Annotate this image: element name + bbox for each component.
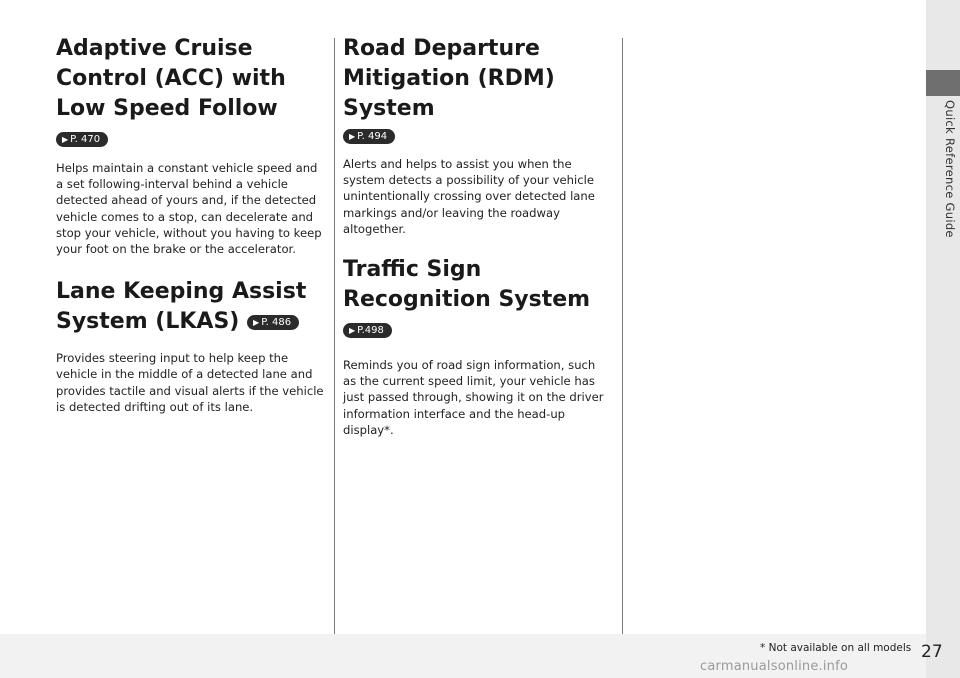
- section-title-text: Lane Keeping Assist System (LKAS): [56, 279, 307, 335]
- page-ref-text: P. 494: [357, 131, 388, 142]
- section-tsr: [343, 255, 611, 438]
- triangle-right-icon: ▶: [62, 135, 69, 144]
- page-ref-link[interactable]: [343, 323, 392, 338]
- column-divider: [334, 38, 335, 634]
- section-title: [56, 34, 326, 154]
- section-body: Helps maintain a constant vehicle speed and a set following-interval behind a vehicle detected ahead of yours and, if the detected vehicle comes to a stop, can decelerate and stop your vehicle, without you having to keep your foot on the brake or the accelerator.: [56, 161, 322, 257]
- section-body: Reminds you of road sign information, such as the current speed limit, your vehicle has just passed through, showing it on the driver information interface and the head-up display*.: [343, 358, 604, 437]
- side-tab-label: Quick Reference Guide: [943, 100, 957, 238]
- page-number: 27: [921, 642, 943, 662]
- section-title-text: Adaptive Cruise Control (ACC) with Low Speed Follow: [56, 36, 286, 121]
- section-title: Road Departure Mitigation (RDM) System: [343, 36, 555, 121]
- page-ref-link[interactable]: [247, 315, 299, 330]
- side-tab-marker: [926, 70, 960, 96]
- triangle-right-icon: ▶: [349, 326, 356, 336]
- column-middle: [343, 34, 611, 438]
- page-ref-text: P. 470: [70, 134, 101, 145]
- page-ref-link[interactable]: [56, 132, 108, 147]
- triangle-right-icon: ▶: [349, 132, 356, 141]
- page-ref-link[interactable]: [343, 129, 395, 144]
- section-title-text: Traffic Sign Recognition System: [343, 257, 591, 313]
- triangle-right-icon: ▶: [253, 318, 260, 328]
- section-title: [56, 277, 326, 337]
- section-acc: [56, 34, 326, 257]
- column-left: [56, 34, 326, 415]
- section-title: [343, 255, 611, 345]
- section-body: Alerts and helps to assist you when the system detects a possibility of your vehicle unintentionally crossing over detected lane markings and/or leaving the roadway altogether.: [343, 157, 595, 236]
- section-body: Provides steering input to help keep the vehicle in the middle of a detected lane and provides tactile and visual alerts if the vehicle is detected drifting out of its lane.: [56, 351, 324, 414]
- footnote: * Not available on all models: [760, 642, 912, 654]
- watermark: carmanualsonline.info: [700, 659, 849, 674]
- page-ref-line: [343, 127, 611, 146]
- column-divider: [622, 38, 623, 634]
- page-ref-text: P.498: [357, 325, 384, 337]
- page-ref-text: P. 486: [261, 317, 292, 329]
- section-rdm: [343, 34, 611, 237]
- section-lkas: [56, 277, 326, 415]
